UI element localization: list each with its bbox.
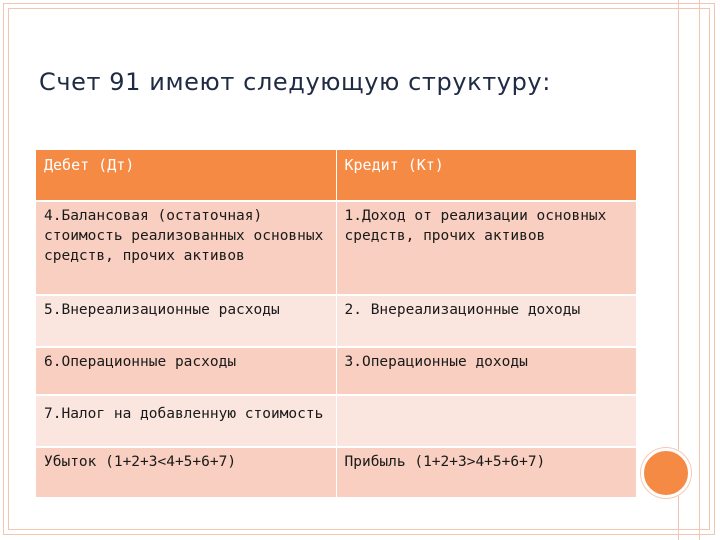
slide-title: Счет 91 имеют следующую структуру:	[39, 68, 551, 96]
table-row	[36, 447, 636, 497]
credit-cell: 1.Доход от реализации основных средств, прочих активов	[336, 201, 636, 295]
debit-cell: 5.Внереализационные расходы	[36, 295, 336, 347]
table-row	[36, 201, 636, 295]
debit-cell: 4.Балансовая (остаточная) стоимость реализованных основных средств, прочих активов	[36, 201, 336, 295]
debit-cell: Убыток (1+2+3<4+5+6+7)	[36, 447, 336, 497]
table-row	[36, 295, 636, 347]
credit-cell	[336, 395, 636, 447]
table-row	[36, 347, 636, 395]
table-row	[36, 395, 636, 447]
credit-cell: Прибыль (1+2+3>4+5+6+7)	[336, 447, 636, 497]
header-debit: Дебет (Дт)	[36, 150, 336, 201]
debit-cell: 6.Операционные расходы	[36, 347, 336, 395]
credit-cell: 3.Операционные доходы	[336, 347, 636, 395]
decorative-circle	[641, 448, 691, 498]
account-structure-table	[36, 150, 637, 497]
credit-cell: 2. Внереализационные доходы	[336, 295, 636, 347]
debit-cell: 7.Налог на добавленную стоимость	[36, 395, 336, 447]
table-header-row	[36, 150, 636, 201]
header-credit: Кредит (Кт)	[336, 150, 636, 201]
